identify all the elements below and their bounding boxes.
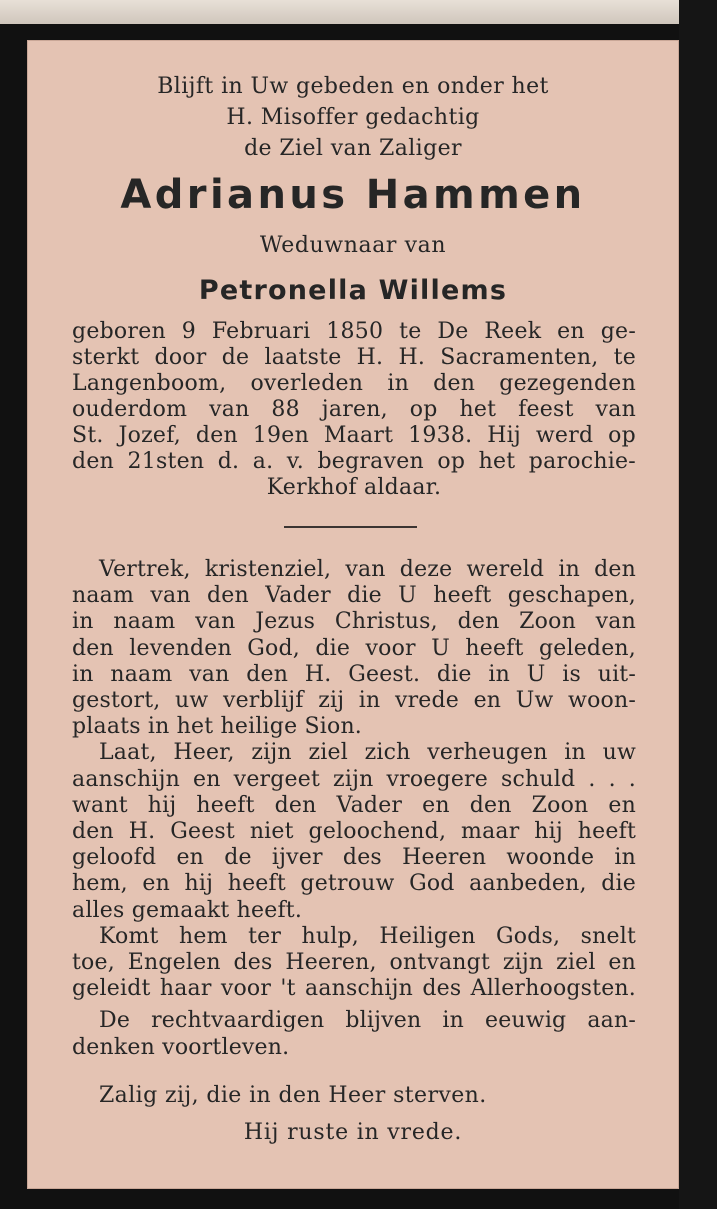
prayer-paragraph [72, 557, 636, 740]
bio-line: geboren 9 Februari 1850 te De Reek en ge- [72, 319, 636, 344]
right-shadow [679, 0, 717, 1209]
intro-line: Blijft in Uw gebeden en onder het [157, 74, 549, 99]
prayer-line: hem, en hij heeft getrouw God aanbeden, die [72, 871, 636, 897]
prayer-paragraph [72, 1008, 636, 1060]
bio-line: sterkt door de laatste H. H. Sacramenten, te [72, 345, 636, 370]
prayer-line: toe, Engelen des Heeren, ontvangt zijn ziel en [72, 950, 636, 976]
deceased-name: Adrianus Hammen [120, 172, 586, 218]
prayer-line: De rechtvaardigen blijven in eeuwig aan- [99, 1008, 636, 1034]
prayer-line: geloofd en de ijver des Heeren woonde in [72, 845, 636, 871]
bio-line: Langenboom, overleden in den gezegenden [72, 371, 636, 396]
prayer-line: Laat, Heer, zijn ziel zich verheugen in uw [99, 740, 636, 766]
prayer-line: aanschijn en vergeet zijn vroegere schuld . . . [72, 766, 636, 792]
biography [72, 319, 636, 501]
prayer-line: Vertrek, kristenziel, van deze wereld in den [99, 557, 636, 582]
prayer-paragraph [72, 740, 636, 923]
closing-line: Hij ruste in vrede. [243, 1120, 463, 1145]
prayer-line: geleidt haar voor 't aanschijn des Allerhoogsten. [72, 976, 636, 1002]
prayer-line: gestort, uw verblijf zij in vrede en Uw woon- [72, 688, 636, 714]
prayer-line: Komt hem ter hulp, Heiligen Gods, snelt [99, 923, 636, 949]
prayer-line: denken voortleven. [72, 1034, 290, 1060]
bio-line: St. Jozef, den 19en Maart 1938. Hij werd op [72, 423, 636, 448]
bio-line: ouderdom van 88 jaren, op het feest van [72, 397, 636, 422]
prayer-line: alles gemaakt heeft. [72, 897, 303, 923]
bio-line: Kerkhof aldaar. [266, 475, 442, 500]
spouse-name: Petronella Willems [198, 275, 508, 306]
memorial-card [27, 40, 679, 1189]
prayer-line: naam van den Vader die U heeft geschapen, [72, 583, 636, 609]
prayer-line: plaats in het heilige Sion. [72, 714, 363, 740]
intro-text [67, 71, 639, 164]
prayer-text [72, 557, 636, 1061]
intro-line: de Ziel van Zaliger [244, 136, 462, 161]
bio-line: den 21sten d. a. v. begraven op het parochie- [72, 449, 636, 474]
prayer-paragraph [72, 924, 636, 1003]
intro-line: H. Misoffer gedachtig [226, 105, 480, 130]
prayer-line: want hij heeft den Vader en den Zoon en [72, 792, 636, 818]
prayer-line: den levenden God, die voor U heeft geleden, [72, 635, 636, 661]
blessing-line: Zalig zij, die in den Heer sterven. [99, 1083, 487, 1108]
prayer-line: in naam van den H. Geest. die in U is uit- [72, 661, 636, 687]
top-edge [0, 0, 717, 24]
divider-rule [284, 526, 417, 528]
prayer-line: den H. Geest niet geloochend, maar hij heeft [72, 819, 636, 845]
widower-label: Weduwnaar van [259, 233, 447, 258]
prayer-line: in naam van Jezus Christus, den Zoon van [72, 609, 636, 635]
